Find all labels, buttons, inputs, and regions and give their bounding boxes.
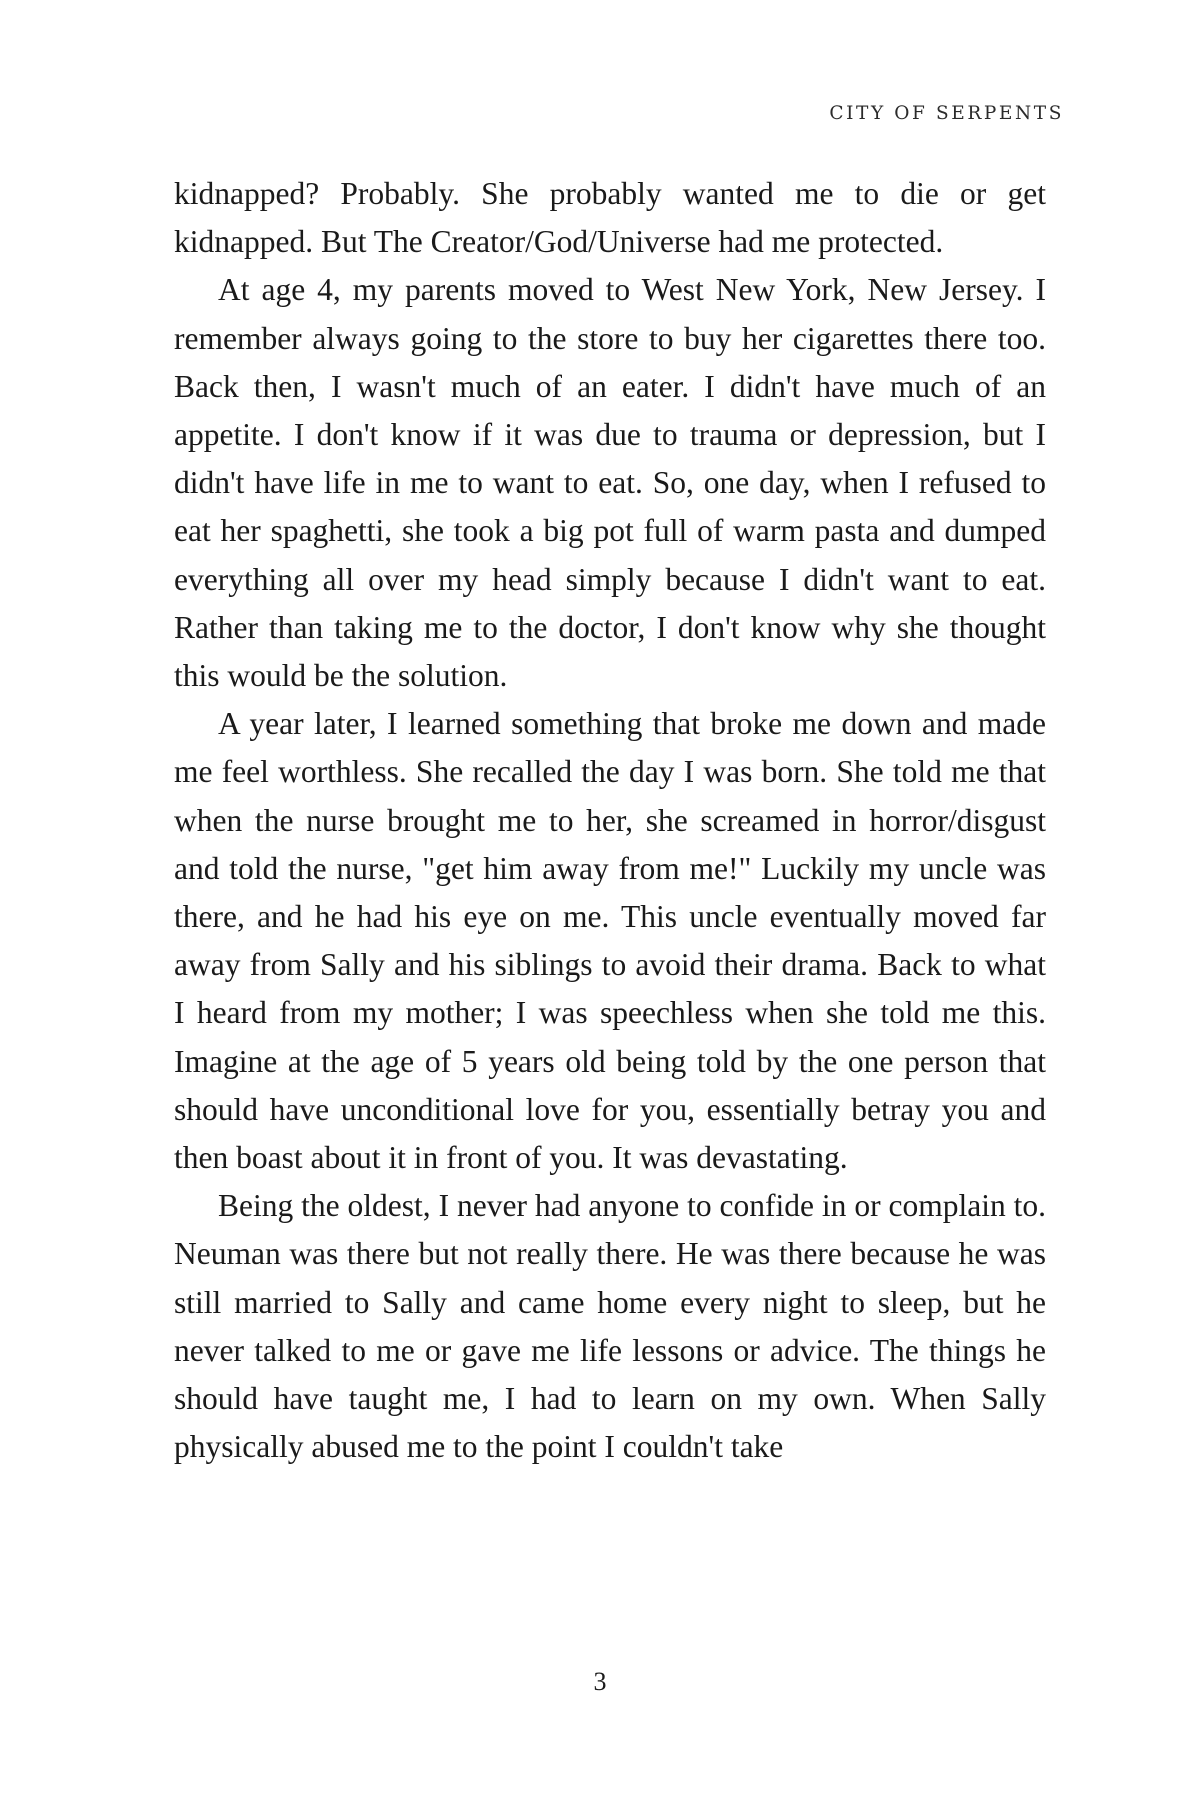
paragraph: A year later, I learned something that broke me down and made me feel worthless. She recalled the day I was born. She told me that when the nurse brought me to her, she screamed in horror/disgust and told the nurse, "get him away from me!" Luckily my uncle was there, and he had his eye on me. This uncle eventually moved far away from Sally and his siblings to avoid their drama. Back to what I heard from my mother; I was speechless when she told me this. Imagine at the age of 5 years old being told by the one person that should have unconditional love for you, essentially betray you and then boast about it in front of you. It was devastating. bbox=[174, 706, 1046, 1176]
paragraph: kidnapped? Probably. She probably wanted me to die or get kidnapped. But The Creator/God/Universe had me protected. bbox=[174, 176, 1046, 260]
paragraph: Being the oldest, I never had anyone to confide in or complain to. Neuman was there but not really there. He was there because he was still married to Sally and came home every night to sleep, but he never talked to me or gave me life lessons or advice. The things he should have taught me, I had to learn on my own. When Sally physically abused me to the point I couldn't take bbox=[174, 1188, 1046, 1465]
page-number: 3 bbox=[593, 1667, 607, 1696]
body-text bbox=[174, 170, 1046, 1471]
running-header: CITY OF SERPENTS bbox=[829, 103, 1064, 124]
paragraph: At age 4, my parents moved to West New York, New Jersey. I remember always going to the store to buy her cigarettes there too. Back then, I wasn't much of an eater. I didn't have much of an appetite. I don't know if it was due to trauma or depression, but I didn't have life in me to want to eat. So, one day, when I refused to eat her spaghetti, she took a big pot full of warm pasta and dumped everything all over my head simply because I didn't want to eat. Rather than taking me to the doctor, I don't know why she thought this would be the solution. bbox=[174, 272, 1046, 694]
